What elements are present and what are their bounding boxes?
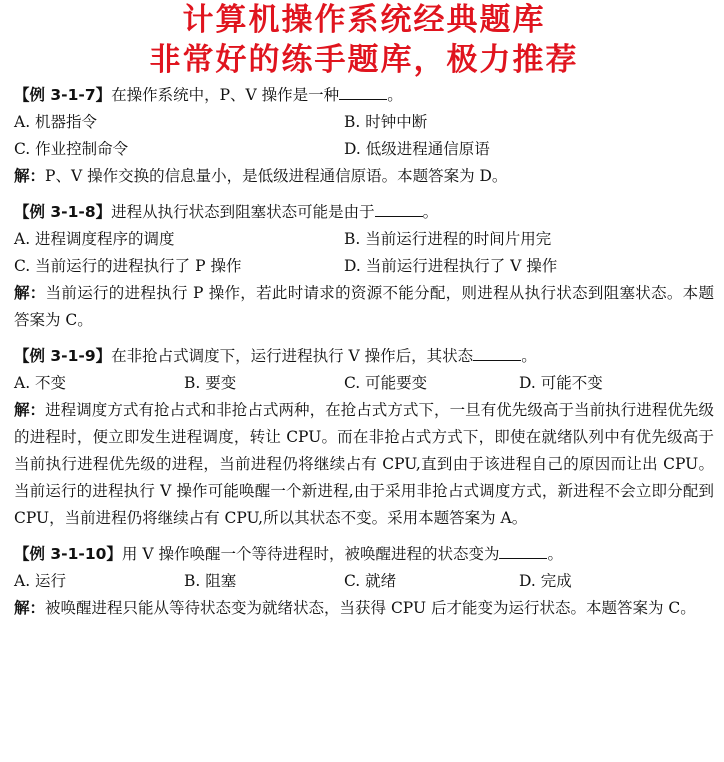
option-b: B. 当前运行进程的时间片用完 [344, 230, 552, 248]
stem-end: 。 [547, 545, 563, 563]
answer-text: 当前运行的进程执行 P 操作，若此时请求的资源不能分配，则进程从执行状态到阻塞状态。本题答案为 C。 [14, 284, 714, 329]
answer-text: 被唤醒进程只能从等待状态变为就绪状态，当获得 CPU 后才能变为运行状态。本题答案为 C。 [45, 599, 696, 617]
stem-end: 。 [521, 347, 537, 365]
stem-text: 进程从执行状态到阻塞状态可能是由于 [111, 203, 375, 221]
answer-text: P、V 操作交换的信息量小，是低级进程通信原语。本题答案为 D。 [45, 167, 508, 185]
option-d: D. 低级进程通信原语 [344, 140, 490, 158]
options [14, 568, 714, 595]
option-c: C. 作业控制命令 [14, 140, 129, 158]
question-stem [14, 541, 714, 568]
options [14, 226, 714, 280]
answer-label: 解： [14, 284, 46, 302]
question-stem [14, 343, 714, 370]
question-3-1-7 [14, 82, 714, 190]
stem-end: 。 [422, 203, 439, 221]
option-a: A. 进程调度程序的调度 [14, 230, 175, 248]
option-d: D. 可能不变 [519, 374, 603, 392]
option-a: A. 机器指令 [14, 113, 98, 131]
answer-text: 进程调度方式有抢占式和非抢占式两种，在抢占式方式下，一旦有优先级高于当前执行进程优先级的进程时，便立即发生进程调度，转让 CPU。而在非抢占式方式下，即使在就绪队列中有优先级高于当前执行进程优先级的进程，当前进程仍将继续占有 CPU,直到由于该进程自己的原因而让出 CPU。当前运行的进程执行 V 操作可能唤醒一个新进程,由于采用非抢占式调度方式，新进程不会立即分配到 CPU，当前进程仍将继续占有 CPU,所以其状态不变。采用本题答案为 A。 [14, 401, 714, 527]
answer-label: 解： [14, 401, 46, 419]
question-3-1-9 [14, 343, 714, 532]
option-c: C. 就绪 [344, 572, 397, 590]
stem-end: 。 [387, 86, 403, 104]
question-3-1-10 [14, 541, 714, 622]
option-d: D. 当前运行进程执行了 V 操作 [344, 257, 558, 275]
question-tag: 【例 3-1-9】 [14, 347, 112, 365]
question-3-1-8 [14, 199, 714, 334]
option-a: A. 运行 [14, 572, 67, 590]
option-a: A. 不变 [14, 374, 67, 392]
answer-blank [499, 544, 547, 559]
title-line-1: 计算机操作系统经典题库 [182, 2, 546, 38]
option-b: B. 时钟中断 [344, 113, 428, 131]
question-stem [14, 199, 714, 226]
options [14, 109, 714, 163]
answer-blank [473, 346, 521, 361]
question-list [14, 82, 714, 622]
title-line-2: 非常好的练手题库，极力推荐 [149, 42, 579, 78]
answer-explanation [14, 595, 714, 622]
option-d: D. 完成 [519, 572, 572, 590]
answer-explanation [14, 397, 714, 532]
question-tag: 【例 3-1-10】 [14, 545, 122, 563]
option-c: C. 可能要变 [344, 374, 428, 392]
question-stem [14, 82, 714, 109]
answer-explanation [14, 163, 714, 190]
option-b: B. 要变 [184, 374, 237, 392]
question-tag: 【例 3-1-7】 [14, 86, 112, 104]
option-b: B. 阻塞 [184, 572, 237, 590]
answer-label: 解： [14, 167, 46, 185]
answer-explanation [14, 280, 714, 334]
answer-blank [375, 202, 423, 217]
stem-text: 在操作系统中，P、V 操作是一种 [111, 86, 340, 104]
option-c: C. 当前运行的进程执行了 P 操作 [14, 257, 242, 275]
answer-blank [339, 85, 387, 100]
stem-text: 用 V 操作唤醒一个等待进程时，被唤醒进程的状态变为 [121, 545, 500, 563]
question-tag: 【例 3-1-8】 [14, 203, 112, 221]
stem-text: 在非抢占式调度下，运行进程执行 V 操作后，其状态 [111, 347, 474, 365]
options [14, 370, 714, 397]
answer-label: 解： [14, 599, 46, 617]
